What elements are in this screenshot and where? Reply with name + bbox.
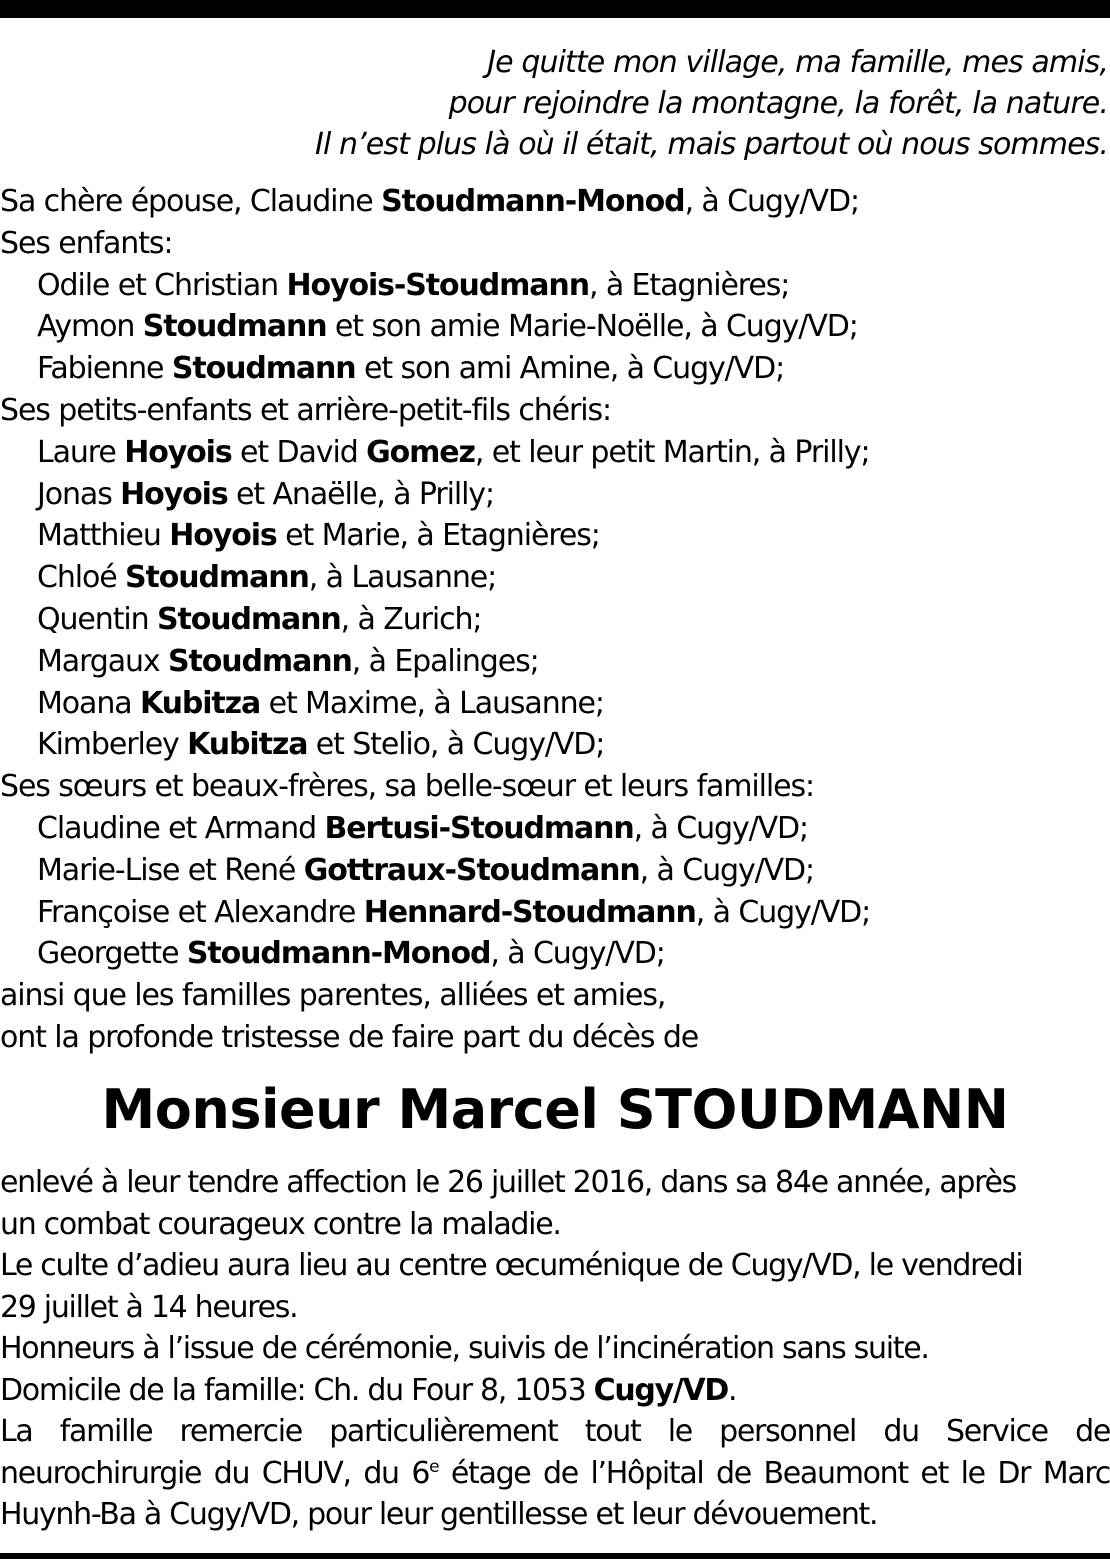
family-group-line — [0, 223, 1110, 265]
family-surname: Stoudmann-Monod — [186, 936, 491, 972]
family-text: et Stelio, à Cugy/VD; — [307, 727, 605, 763]
family-surname: Stoudmann — [156, 601, 341, 637]
family-text: et Marie, à Etagnières; — [276, 518, 600, 554]
family-text: , à Cugy/VD; — [639, 852, 815, 888]
family-text: et son ami Amine, à Cugy/VD; — [355, 351, 785, 387]
family-text: Aymon — [37, 309, 143, 345]
address-text: Domicile de la famille: Ch. du Four 8, 1053 — [0, 1372, 594, 1408]
family-text: , à Lausanne; — [308, 560, 497, 596]
poem-quote — [315, 42, 1108, 165]
address-end: . — [728, 1372, 737, 1408]
body-line: Le culte d’adieu aura lieu au centre œcuménique de Cugy/VD, le vendredi — [0, 1248, 1023, 1283]
family-text: Georgette — [37, 936, 187, 972]
family-surname: Hoyois — [169, 518, 277, 554]
family-member-line — [0, 348, 1110, 390]
family-list — [0, 181, 1110, 1059]
family-surname: Hoyois — [120, 476, 228, 512]
family-surname: Stoudmann — [142, 309, 327, 345]
family-member-line — [0, 265, 1110, 307]
family-surname: Hoyois-Stoudmann — [286, 267, 589, 303]
ordinal-superscript: e — [429, 1456, 439, 1477]
family-group-line — [0, 390, 1110, 432]
family-member-line — [0, 515, 1110, 557]
family-text: Jonas — [37, 476, 121, 512]
announcement-body — [0, 1162, 1110, 1536]
poem-line: Il n’est plus là où il était, mais partout où nous sommes. — [315, 127, 1108, 162]
family-group-line — [0, 1017, 1110, 1059]
family-text: Sa chère épouse, Claudine — [0, 184, 382, 219]
family-member-line — [0, 933, 1110, 975]
family-text: , à Cugy/VD; — [633, 810, 809, 846]
family-member-line — [0, 641, 1110, 683]
body-line: Huynh-Ba à Cugy/VD, pour leur gentillesse et leur dévouement. — [0, 1497, 878, 1532]
family-surname: Kubitza — [187, 727, 308, 763]
body-line: enlevé à leur tendre affection le 26 juillet 2016, dans sa 84e année, après — [0, 1165, 1016, 1200]
family-text: Marie-Lise et René — [37, 852, 304, 888]
family-text: Margaux — [37, 643, 169, 679]
family-surname: Hennard-Stoudmann — [363, 894, 696, 930]
family-text: Françoise et Alexandre — [37, 894, 364, 930]
family-text: Ses petits-enfants et arrière-petit-fils chéris: — [0, 392, 612, 428]
family-text: Laure — [37, 434, 125, 470]
family-text: ainsi que les familles parentes, alliées et amies, — [0, 978, 666, 1014]
family-member-line — [0, 808, 1110, 850]
family-member-line — [0, 474, 1110, 516]
family-surname: Stoudmann — [171, 351, 356, 387]
address-locality: Cugy/VD — [593, 1372, 729, 1408]
family-surname: Stoudmann — [168, 643, 352, 679]
family-member-line — [0, 850, 1110, 892]
deceased-name: Monsieur Marcel STOUDMANN — [101, 1078, 1009, 1141]
family-group-line — [0, 975, 1110, 1017]
family-text: et Anaëlle, à Prilly; — [227, 476, 494, 512]
family-text: Ses enfants: — [0, 225, 173, 261]
family-group-line — [0, 766, 1110, 808]
family-member-line — [0, 724, 1110, 766]
family-member-line — [0, 892, 1110, 934]
family-text: Kimberley — [37, 727, 188, 763]
family-surname: Gomez — [366, 434, 475, 470]
family-text: , à Zurich; — [340, 601, 482, 637]
family-surname: Kubitza — [139, 685, 261, 721]
body-line-address — [0, 1370, 1110, 1412]
family-text: Quentin — [37, 601, 157, 637]
family-text: Odile et Christian — [37, 267, 287, 303]
family-text: Chloé — [37, 560, 126, 596]
family-text: et Maxime, à Lausanne; — [260, 685, 604, 721]
family-text: et David — [231, 434, 367, 470]
poem-line: pour rejoindre la montagne, la forêt, la nature. — [448, 86, 1108, 121]
family-member-line — [0, 432, 1110, 474]
family-text: , à Etagnières; — [588, 267, 790, 303]
family-member-line — [0, 306, 1110, 348]
body-line-thanks — [0, 1453, 1110, 1495]
thanks-text-cont: étage de l’Hôpital de Beaumont et le Dr Marc — [438, 1455, 1110, 1491]
family-text: Fabienne — [37, 351, 172, 387]
body-line: Honneurs à l’issue de cérémonie, suivis de l’incinération sans suite. — [0, 1331, 929, 1366]
family-group-line — [0, 181, 1110, 223]
family-text: ont la profonde tristesse de faire part du décès de — [0, 1019, 699, 1055]
family-member-line — [0, 599, 1110, 641]
bottom-border-rule — [0, 1553, 1110, 1559]
family-member-line — [0, 683, 1110, 725]
family-text: , à Cugy/VD; — [695, 894, 871, 930]
family-text: , à Cugy/VD; — [490, 936, 665, 972]
family-text: , et leur petit Martin, à Prilly; — [474, 434, 870, 470]
poem-line: Je quitte mon village, ma famille, mes amis, — [487, 45, 1108, 80]
family-text: , à Cugy/VD; — [684, 184, 859, 219]
top-border-rule — [0, 0, 1110, 18]
family-member-line — [0, 557, 1110, 599]
family-surname: Gottraux-Stoudmann — [303, 852, 640, 888]
family-text: Ses sœurs et beaux-frères, sa belle-sœur et leurs familles: — [0, 769, 814, 805]
family-text: Claudine et Armand — [37, 810, 325, 846]
body-line: La famille remercie particulièrement tout le personnel du Service de — [0, 1414, 1110, 1449]
family-text: , à Epalinges; — [351, 643, 539, 679]
family-surname: Hoyois — [124, 434, 232, 470]
family-text: Matthieu — [37, 518, 170, 554]
body-line: 29 juillet à 14 heures. — [0, 1289, 298, 1325]
family-surname: Stoudmann-Monod — [381, 184, 685, 219]
family-surname: Bertusi-Stoudmann — [324, 810, 634, 846]
thanks-text: neurochirurgie du CHUV, du 6 — [0, 1455, 430, 1491]
family-text: et son amie Marie-Noëlle, à Cugy/VD; — [326, 309, 858, 345]
body-line: un combat courageux contre la maladie. — [0, 1206, 561, 1242]
family-text: Moana — [37, 685, 140, 721]
family-surname: Stoudmann — [125, 560, 309, 596]
